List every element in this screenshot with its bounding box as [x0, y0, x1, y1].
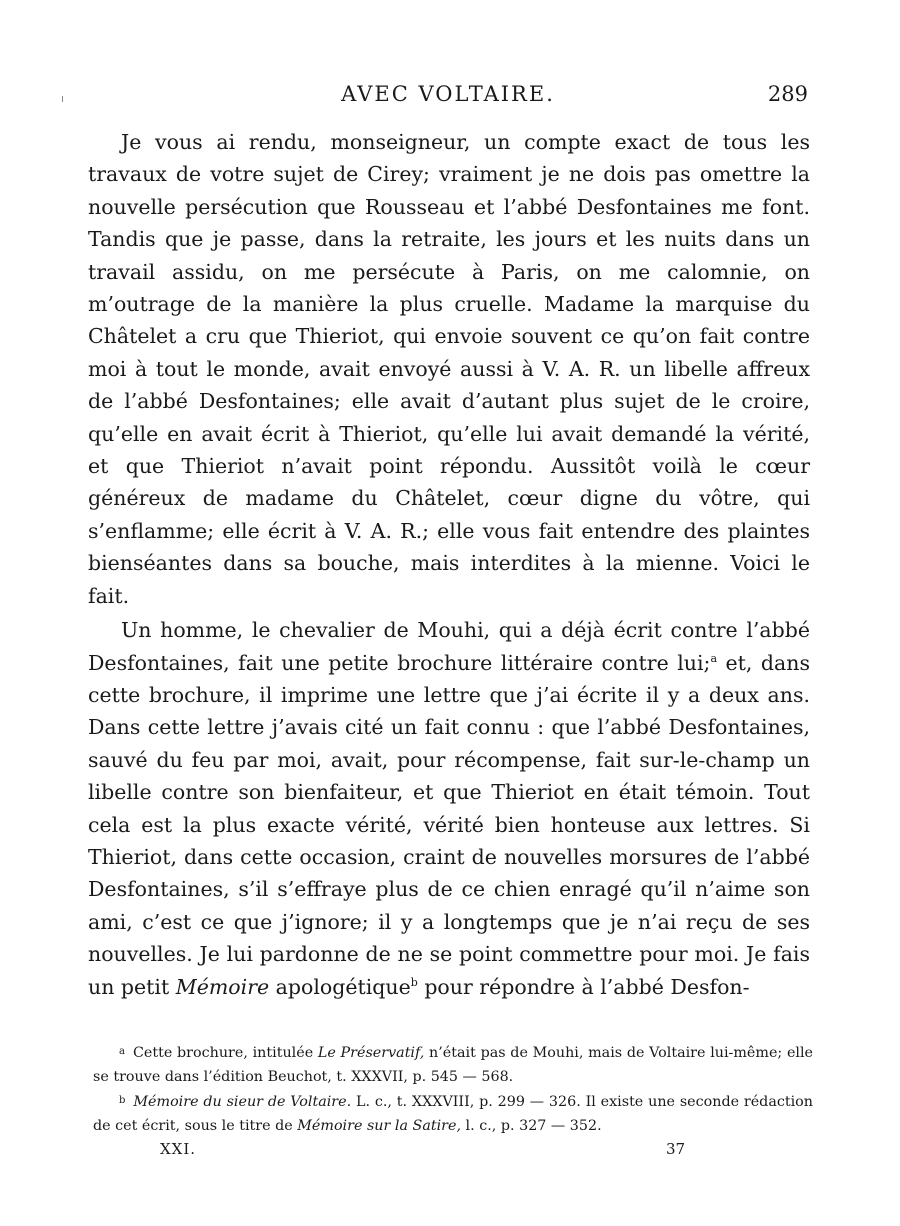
footnote-b-mark: b [119, 1095, 126, 1106]
footnote-a-text-1: Cette brochure, intitulée [132, 1045, 318, 1061]
main-text [88, 126, 810, 1003]
footnote-b-text-4: l. c., p. 327 — 352. [461, 1118, 602, 1134]
page-header [88, 82, 808, 116]
footnote-a [93, 1040, 813, 1089]
footnote-ref-b: b [410, 975, 418, 989]
footnote-a-text-3: n’était pas de Mouhi, mais de Voltaire lui-même; elle se trouve dans l’édition Beuchot, t. XXXVII, p. 545 — 568. [93, 1045, 814, 1085]
stray-mark [62, 96, 63, 102]
footnote-b-title-2: Mémoire sur la Satire, [297, 1118, 462, 1134]
paragraph-1: Je vous ai rendu, monseigneur, un compte exact de tous les travaux de votre sujet de Cirey; vraiment je ne dois pas omettre la nouvelle persécution que Rousseau et l’abbé Desfontaines me font. Tandis que je passe, dans la retraite, les jours et les nuits dans un travail assidu, on me persécute à Paris, on me calomnie, on m’outrage de la manière la plus cruelle. Madame la marquise du Châtelet a cru que Thieriot, qui envoie souvent ce qu’on fait contre moi à tout le monde, avait envoyé aussi à V. A. R. un libelle affreux de l’abbé Desfontaines; elle avait d’autant plus sujet de le croire, qu’elle en avait écrit à Thieriot, qu’elle lui avait demandé la vérité, et que Thieriot n’avait point répondu. Aussitôt voilà le cœur généreux de madame du Châtelet, cœur digne du vôtre, qui s’enflamme; elle écrit à V. A. R.; elle vous fait entendre des plaintes bienséantes dans sa bouche, mais interdites à la mienne. Voici le fait. [88, 130, 810, 608]
footnote-b-title: Mémoire du sieur de Voltaire. [133, 1094, 352, 1110]
paragraph-2-text-c: apologétique [269, 974, 411, 999]
paragraph-2-text-b: et, dans cette brochure, il imprime une lettre que j’ai écrite il y a deux ans. Dans cette lettre j’avais cité un fait connu : que l’abbé Desfontaines, sauvé du feu par moi, avait, pour récompense, fait sur-le-champ un libelle contre son bienfaiteur, et que Thieriot en était témoin. Tout cela est la plus exacte vérité, vérité bien honteuse aux lettres. Si Thieriot, dans cette occasion, craint de nouvelles morsures de l’abbé Desfontaines, s’il s’effraye plus de ce chien enragé qu’il n’aime son ami, c’est ce que j’ignore; il y a longtemps que je n’ai reçu de ses nouvelles. Je lui pardonne de ne se point commettre pour moi. Je fais un petit [88, 650, 810, 999]
memoire-title: Mémoire [175, 974, 270, 999]
footnote-a-title: Le Préservatif, [317, 1045, 425, 1061]
footnote-a-mark: a [119, 1046, 125, 1057]
volume-signature: XXI. [160, 1140, 197, 1158]
footnotes [93, 1040, 813, 1138]
paragraph-2-text-a: Un homme, le chevalier de Mouhi, qui a déjà écrit contre l’abbé Desfontaines, fait une petite brochure littéraire contre lui; [88, 618, 810, 675]
footnote-b-text-2: L. c., t. XXXVIII, p. 299 — 326. Il existe une seconde rédaction de cet écrit, sous le titre de [93, 1094, 814, 1134]
paragraph-2 [88, 614, 810, 1003]
sheet-number: 37 [666, 1140, 686, 1158]
footnote-ref-a: a [710, 651, 718, 665]
running-title: AVEC VOLTAIRE. [341, 82, 555, 106]
page-number: 289 [767, 82, 808, 106]
paragraph-2-text-d: pour répondre à l’abbé Desfon- [417, 974, 750, 999]
footnote-b [93, 1089, 813, 1138]
